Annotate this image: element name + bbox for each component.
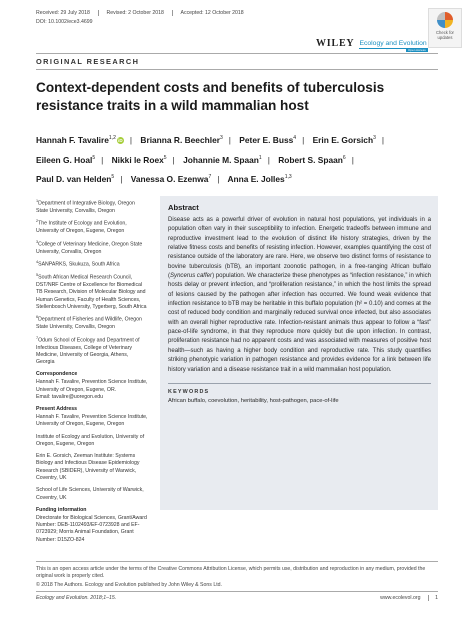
author-affiliation-marker: 4 — [293, 135, 297, 141]
affiliation-list — [36, 198, 148, 366]
correspondence-line: Hannah F. Tavalire, Prevention Science Institute, University of Oregon, Eugene, OR. — [36, 379, 148, 393]
present-address-heading: Present Address — [36, 406, 78, 413]
footer-rule — [36, 591, 438, 592]
present-address-block: Hannah F. Tavalire, Prevention Science Institute, University of Oregon, Eugene, Oregon — [36, 413, 148, 428]
author-separator: | — [101, 154, 104, 165]
author-separator: | — [217, 174, 220, 185]
affiliation-item — [36, 314, 148, 331]
author-list — [36, 130, 438, 189]
author-name-text: Hannah F. Tavalire — [36, 135, 109, 145]
author-affiliation-marker: 6 — [342, 154, 346, 161]
funding-text: Directorate for Biological Sciences, Grant/Award Number: DEB-1102493/EF-0723928 and EF-0723929; Morris Animal Foundation, Grant Number: D15ZO-824 — [36, 514, 147, 543]
footer-right — [380, 595, 438, 601]
author-name-text: Robert S. Spaan — [278, 154, 343, 165]
affiliation-item — [36, 272, 148, 311]
affiliation-item — [36, 218, 148, 235]
author-affiliation-marker: 3 — [373, 135, 376, 141]
author-affiliation-marker: 3 — [219, 135, 223, 141]
affiliation-text: The Institute of Ecology and Evolution, University of Oregon, Eugene, Oregon — [36, 221, 127, 235]
correspondence-heading: Correspondence — [36, 371, 78, 378]
author-name[interactable] — [36, 155, 95, 165]
abstract-divider — [168, 383, 431, 384]
divider — [428, 595, 429, 601]
header-rule — [36, 69, 438, 70]
author-name[interactable] — [313, 135, 376, 145]
revised-date: Revised: 2 October 2018 — [106, 10, 164, 16]
species-name: Syncerus caffer — [170, 273, 213, 280]
divider — [98, 10, 99, 16]
author-name[interactable] — [239, 135, 296, 145]
affiliation-text: College of Veterinary Medicine, Oregon State University, Corvallis, Oregon — [36, 241, 143, 255]
author-name[interactable] — [227, 174, 291, 184]
author-separator: | — [351, 154, 354, 165]
author-affiliation-marker: 1 — [258, 154, 262, 161]
correspondence-email[interactable]: Email: tavalire@uoregon.edu — [36, 393, 103, 400]
author-separator: | — [302, 135, 305, 145]
publisher-logo: WILEY — [316, 38, 355, 49]
journal-url[interactable]: www.ecolevol.org — [380, 595, 421, 601]
affiliation-item — [36, 335, 148, 367]
present-address-block: Erin E. Gorsich, Zeeman Institute: Systems Biology and Infectious Disease Epidemiology Research (SBIDER), University of Warwick, Coventry, UK — [36, 453, 140, 482]
author-separator: | — [267, 154, 270, 165]
author-separator: | — [228, 135, 231, 145]
accepted-date: Accepted: 12 October 2018 — [180, 10, 244, 16]
affiliation-text: Department of Fisheries and Wildlife, Oregon State University, Corvallis, Oregon — [36, 316, 142, 331]
orcid-icon[interactable]: iD — [118, 138, 123, 143]
author-name-text: Nikki le Roex — [111, 154, 164, 165]
author-affiliation-marker: 1,3 — [284, 174, 292, 181]
author-name-text: Vanessa O. Ezenwa — [130, 174, 209, 185]
crossmark-icon — [437, 12, 453, 28]
affiliation-text: Odum School of Ecology and Department of Infectious Diseases, College of Veterinary Medicine, University of Georgia, Athens, Georgia — [36, 337, 140, 366]
author-name-text: Paul D. van Helden — [36, 174, 112, 185]
article-title: Context-dependent costs and benefits of tuberculosis resistance traits in a wild mammalian host — [36, 80, 385, 113]
author-affiliation-marker: 1,2 — [108, 135, 116, 141]
author-separator: | — [129, 135, 133, 145]
journal-logo-text: Ecology and Evolution — [359, 40, 427, 47]
page-number: 1 — [435, 595, 438, 601]
keywords-heading: KEYWORDS — [168, 389, 210, 396]
author-name[interactable] — [140, 135, 222, 145]
affiliation-text: SANPARKS, Skukuza, South Africa — [38, 261, 120, 268]
license-text: This is an open access article under the terms of the Creative Commons Attribution License, which permits use, distribution and reproduction in any medium, provided the original work is properly cited. — [36, 566, 426, 580]
open-access-tag: Open Access — [408, 48, 426, 52]
funding-heading: Funding information — [36, 506, 87, 513]
affiliation-item — [36, 259, 148, 269]
affiliation-column — [36, 198, 148, 544]
affiliation-item — [36, 198, 148, 215]
author-name-text: Brianna R. Beechler — [140, 135, 220, 145]
affiliation-marker: 5 — [36, 273, 39, 278]
crossmark-button[interactable] — [428, 8, 462, 48]
author-affiliation-marker: 5 — [163, 154, 167, 161]
received-date: Received: 29 July 2018 — [36, 10, 90, 16]
page-footer — [36, 595, 438, 601]
abstract-text — [168, 216, 431, 375]
author-name-text: Johannie M. Spaan — [183, 154, 259, 165]
present-address-block: Institute of Ecology and Evolution, University of Oregon, Eugene, Oregon — [36, 433, 145, 447]
abstract-text-part: Disease acts as a powerful driver of evolution in natural host populations, yet individuals in a population often vary in their susceptibility to infection. Energetic tradeoffs between immune and reproductive investment lead to the evolution of distinct life history strategies, driven by the relative fitness costs and benefits of resisting infection. However, examples quantifying the cost of resistance outside of the laboratory are rare. Here, we observe two distinct forms of resistance to bovine tuberculosis (bTB), an important zoonotic pathogen, in a free-ranging African buffalo ( — [168, 217, 431, 280]
affiliation-marker: 6 — [36, 315, 39, 320]
affiliation-item — [36, 239, 148, 256]
author-affiliation-marker: 7 — [208, 174, 212, 181]
affiliation-text: South African Medical Research Council, DST/NRF Centre of Excellence for Biomedical TB Research, Division of Molecular Biology and Human Genetics, Faculty of Health Sciences, Stellenbosch University, Tygerberg, South Africa — [36, 274, 147, 310]
journal-logo — [359, 40, 427, 52]
author-affiliation-marker: 5 — [92, 154, 96, 161]
publisher-branding — [316, 38, 427, 52]
affiliation-marker: 4 — [36, 259, 39, 264]
author-name[interactable] — [131, 174, 212, 184]
divider — [172, 10, 173, 16]
author-name-text: Eileen G. Hoal — [36, 154, 93, 165]
author-name-text: Anna E. Jolles — [227, 174, 285, 185]
copyright-text: © 2018 The Authors. Ecology and Evolution published by John Wiley & Sons Ltd. — [36, 582, 222, 588]
author-separator: | — [120, 174, 123, 185]
author-name-text: Erin E. Gorsich — [312, 135, 374, 145]
journal-citation: Ecology and Evolution. 2018;1–15. — [36, 595, 117, 601]
footer-rule — [36, 561, 438, 562]
author-separator: | — [381, 135, 385, 145]
author-name[interactable] — [278, 155, 345, 165]
affiliation-marker: 2 — [36, 219, 39, 224]
author-name[interactable] — [112, 155, 167, 165]
author-affiliation-marker: 5 — [111, 174, 115, 181]
abstract-heading: Abstract — [168, 203, 199, 212]
author-name[interactable] — [36, 135, 124, 145]
crossmark-label: Check for updates — [436, 30, 454, 40]
article-type: ORIGINAL RESEARCH — [36, 57, 140, 66]
author-name-text: Peter E. Buss — [239, 135, 294, 145]
affiliation-text: Department of Integrative Biology, Oregon State University, Corvallis, Oregon — [36, 200, 135, 215]
author-separator: | — [172, 154, 175, 165]
present-address-block: School of Life Sciences, University of Warwick, Coventry, UK — [36, 487, 144, 501]
author-name[interactable] — [183, 155, 262, 165]
doi[interactable]: DOI: 10.1002/ece3.4699 — [36, 19, 93, 25]
affiliation-marker: 7 — [36, 335, 39, 340]
correspondence — [36, 379, 148, 401]
abstract-box — [160, 196, 438, 510]
affiliation-marker: 1 — [36, 199, 39, 203]
affiliation-marker: 3 — [36, 239, 39, 244]
header-rule — [36, 53, 438, 54]
abstract-text-part: ) population. We characterize these phenotypes as “infection resistance,” in which hosts delay or prevent infection, and “proliferation resistance,” in which the host limits the spread of lesions caused by the pathogen after infection has occurred. We found weak evidence that infection resistance to bTB may be heritable in this buffalo population (h² = 0.10) and comes at the cost of reduced body condition and marginally reduced survival once infected, but also associates with an overall higher reproductive rate. Infection-resistant animals thus appear to follow a “fast” pace-of-life syndrome, in that they reproduce more quickly but die upon infection. In contrast, proliferation resistance had no apparent costs and was associated with measures of positive host health—such as having a higher body condition and reproductive rate. This study quantifies striking phenotypic variation in pathogen resistance and provides evidence for a link between life history variation and a disease resistance trait in a wild mammalian host population. — [168, 273, 432, 373]
keywords-text: African buffalo, coevolution, heritability, host-pathogen, pace-of-life — [168, 398, 339, 405]
author-name[interactable] — [36, 174, 114, 184]
history-dates — [36, 10, 438, 16]
